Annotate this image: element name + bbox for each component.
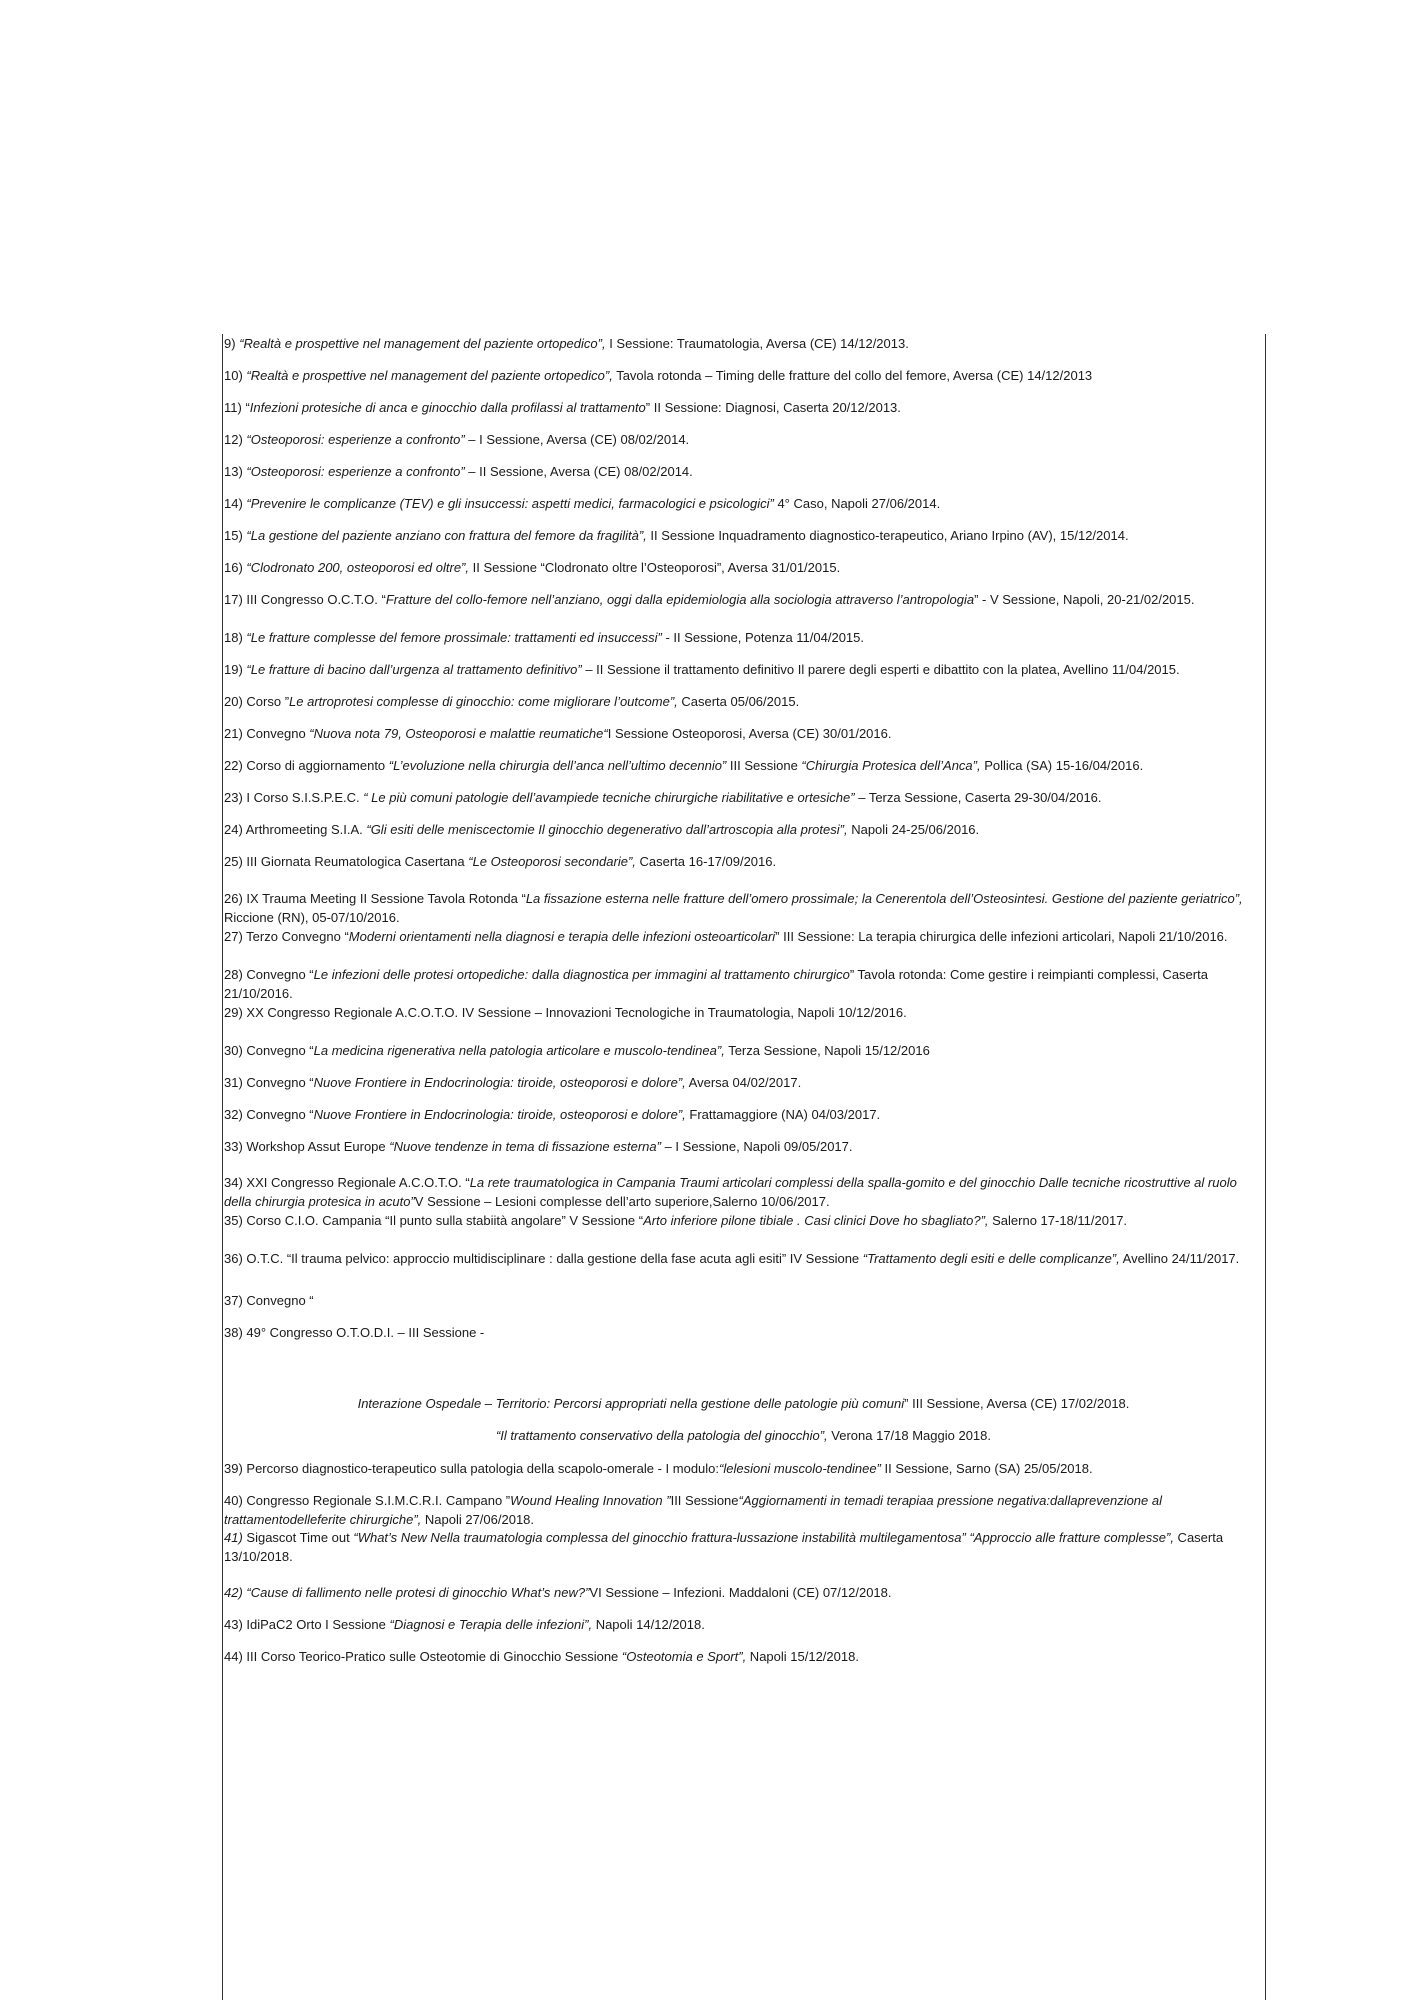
item-text: I Sessione Osteoporosi, Aversa (CE) 30/01/2016. bbox=[607, 726, 892, 741]
item-number: 35) bbox=[224, 1213, 243, 1228]
item-number: 15) bbox=[224, 528, 243, 543]
list-item bbox=[224, 628, 1264, 647]
item-text: II Sessione “Clodronato oltre l’Osteoporosi”, Aversa 31/01/2015. bbox=[469, 560, 841, 575]
item-text: Riccione (RN), 05-07/10/2016. bbox=[224, 910, 400, 925]
item-title: Nuove Frontiere in Endocrinologia: tiroide, osteoporosi e dolore”, bbox=[313, 1107, 686, 1122]
item-title: “Clodronato 200, osteoporosi ed oltre”, bbox=[246, 560, 469, 575]
item-text: Avellino 24/11/2017. bbox=[1119, 1251, 1240, 1266]
item-text: IdiPaC2 Orto I Sessione bbox=[242, 1617, 390, 1632]
item-text: III Sessione bbox=[726, 758, 802, 773]
item-text: Aversa 04/02/2017. bbox=[685, 1075, 802, 1090]
item-title: “Aggiornamenti in temadi terapiaa pressione negativa:dallaprevenzione al trattamentodelleferite chirurgiche”, bbox=[224, 1493, 1162, 1527]
item-number: 17) bbox=[224, 592, 243, 607]
item-title: “lelesioni muscolo-tendinee” bbox=[719, 1461, 881, 1476]
item-title: “Cause di fallimento nelle protesi di ginocchio What’s new?” bbox=[246, 1585, 590, 1600]
item-number: 41) bbox=[224, 1530, 243, 1545]
item-text: Caserta 13/10/2018. bbox=[224, 1530, 1224, 1564]
list-item bbox=[224, 1528, 1264, 1566]
item-number: 22) bbox=[224, 758, 243, 773]
item-text: Salerno 17-18/11/2017. bbox=[988, 1213, 1128, 1228]
list-item bbox=[224, 1647, 1264, 1666]
item-title: “Gli esiti delle meniscectomie Il ginocchio degenerativo dall’artroscopia alla protesi”, bbox=[366, 822, 848, 837]
list-item bbox=[224, 724, 1264, 743]
item-title: Moderni orientamenti nella diagnosi e terapia delle infezioni osteoarticolari bbox=[348, 929, 776, 944]
item-text: Tavola rotonda – Timing delle fratture del collo del femore, Aversa (CE) 14/12/2013 bbox=[612, 368, 1093, 383]
item-text: Terza Sessione, Napoli 15/12/2016 bbox=[724, 1043, 930, 1058]
list-item bbox=[224, 1105, 1264, 1124]
item-text: Napoli 14/12/2018. bbox=[592, 1617, 705, 1632]
item-number: 9) bbox=[224, 336, 236, 351]
item-number: 23) bbox=[224, 790, 243, 805]
item-number: 39) bbox=[224, 1461, 243, 1476]
list-item bbox=[224, 1249, 1264, 1268]
item-number: 12) bbox=[224, 432, 243, 447]
item-text: ” II Sessione: Diagnosi, Caserta 20/12/2013. bbox=[645, 400, 901, 415]
item-text: Convegno “ bbox=[242, 1075, 314, 1090]
list-item bbox=[224, 1041, 1264, 1060]
item-text: - II Sessione, Potenza 11/04/2015. bbox=[661, 630, 864, 645]
item-text: O.T.C. “Il trauma pelvico: approccio multidisciplinare : dalla gestione della fase acuta agli esiti” IV Sessione bbox=[242, 1251, 863, 1266]
item-title: Le artroprotesi complesse di ginocchio: come migliorare l’outcome”, bbox=[289, 694, 678, 709]
item-text: Caserta 05/06/2015. bbox=[677, 694, 800, 709]
item-text: II Sessione, Sarno (SA) 25/05/2018. bbox=[880, 1461, 1093, 1476]
list-item bbox=[224, 1137, 1264, 1156]
list-item bbox=[224, 1459, 1264, 1478]
item-title: “Le fratture di bacino dall’urgenza al trattamento definitivo” bbox=[246, 662, 582, 677]
item-title: “Le Osteoporosi secondarie”, bbox=[468, 854, 636, 869]
item-title: “La gestione del paziente anziano con frattura del femore da fragilità”, bbox=[246, 528, 647, 543]
item-title: “L’evoluzione nella chirurgia dell’anca nell’ultimo decennio” bbox=[388, 758, 727, 773]
item-number: 37) bbox=[224, 1293, 243, 1308]
item-text: Frattamaggiore (NA) 04/03/2017. bbox=[685, 1107, 881, 1122]
list-item bbox=[224, 526, 1264, 545]
item-text: 4° Caso, Napoli 27/06/2014. bbox=[773, 496, 941, 511]
item-number: 42) bbox=[224, 1585, 243, 1600]
item-number: 19) bbox=[224, 662, 243, 677]
item-text: Verona 17/18 Maggio 2018. bbox=[827, 1428, 992, 1443]
list-item bbox=[224, 590, 1264, 609]
list-item bbox=[224, 1615, 1264, 1634]
item-text: Caserta 16-17/09/2016. bbox=[635, 854, 777, 869]
centered-entry bbox=[222, 1426, 1265, 1445]
item-number: 13) bbox=[224, 464, 243, 479]
item-number: 38) bbox=[224, 1325, 243, 1340]
item-title: Fratture del collo-femore nell’anziano, oggi dalla epidemiologia alla sociologia attraverso l’antropologia bbox=[385, 592, 975, 607]
item-number: 29) bbox=[224, 1005, 243, 1020]
list-item bbox=[224, 820, 1264, 839]
item-title: “ Le più comuni patologie dell’avampiede tecniche chirurgiche riabilitative e ortesiche” bbox=[363, 790, 855, 805]
item-text: ” III Sessione: La terapia chirurgica delle infezioni articolari, Napoli 21/10/2016. bbox=[775, 929, 1228, 944]
item-title: “Realtà e prospettive nel management del paziente ortopedico”, bbox=[239, 336, 606, 351]
item-title: “Prevenire le complicanze (TEV) e gli insuccessi: aspetti medici, farmacologici e psicologici” bbox=[246, 496, 774, 511]
list-item bbox=[224, 1073, 1264, 1092]
item-text: – Terza Sessione, Caserta 29-30/04/2016. bbox=[854, 790, 1102, 805]
item-text: Convegno bbox=[242, 726, 310, 741]
item-title: “Diagnosi e Terapia delle infezioni”, bbox=[389, 1617, 593, 1632]
item-number: 40) bbox=[224, 1493, 243, 1508]
item-number: 32) bbox=[224, 1107, 243, 1122]
item-title: “Osteoporosi: esperienze a confronto” bbox=[246, 432, 465, 447]
list-item bbox=[224, 462, 1264, 481]
list-item bbox=[224, 1583, 1264, 1602]
item-text: Convegno “ bbox=[242, 1107, 314, 1122]
item-title: “Osteoporosi: esperienze a confronto” bbox=[246, 464, 465, 479]
item-text: Sigascot Time out bbox=[242, 1530, 354, 1545]
item-number: 27) bbox=[224, 929, 243, 944]
item-text: Napoli 15/12/2018. bbox=[746, 1649, 859, 1664]
item-number: 11) bbox=[224, 400, 242, 415]
item-title: La medicina rigenerativa nella patologia articolare e muscolo-tendinea”, bbox=[313, 1043, 725, 1058]
item-number: 33) bbox=[224, 1139, 243, 1154]
item-title: Le infezioni delle protesi ortopediche: dalla diagnostica per immagini al trattamento chirurgico bbox=[313, 967, 850, 982]
list-item bbox=[224, 366, 1264, 385]
item-text: ” - V Sessione, Napoli, 20-21/02/2015. bbox=[974, 592, 1195, 607]
item-title: La rete traumatologica in Campania Traumi articolari complessi della spalla-gomito e del ginocchio Dalle tecniche ricostruttive al ruolo della chirurgia protesica in acuto” bbox=[224, 1175, 1237, 1209]
item-text: ” Tavola rotonda: Come gestire i reimpianti complessi, Caserta 21/10/2016. bbox=[224, 967, 1208, 1001]
item-text: Pollica (SA) 15-16/04/2016. bbox=[980, 758, 1144, 773]
item-text: XX Congresso Regionale A.C.O.T.O. IV Sessione – Innovazioni Tecnologiche in Traumatologia, Napoli 10/12/2016. bbox=[242, 1005, 907, 1020]
list-item bbox=[224, 398, 1264, 417]
item-title: “Nuove tendenze in tema di fissazione esterna” bbox=[389, 1139, 661, 1154]
item-title: La fissazione esterna nelle fratture dell’omero prossimale; la Cenerentola dell’Osteosintesi. Gestione del paziente geriatrico”, bbox=[525, 891, 1243, 906]
list-item bbox=[224, 927, 1264, 946]
item-text: Terzo Convegno “ bbox=[242, 929, 349, 944]
item-text: Convegno “ bbox=[242, 1293, 314, 1308]
list-item bbox=[224, 430, 1264, 449]
item-title: “Chirurgia Protesica dell’Anca”, bbox=[801, 758, 981, 773]
item-text: Napoli 24-25/06/2016. bbox=[847, 822, 980, 837]
item-number: 21) bbox=[224, 726, 243, 741]
item-text: VI Sessione – Infezioni. Maddaloni (CE) 07/12/2018. bbox=[589, 1585, 892, 1600]
item-title: “Il trattamento conservativo della patologia del ginocchio”, bbox=[495, 1428, 828, 1443]
item-title: “What’s New Nella traumatologia complessa del ginocchio frattura-lussazione instabilità multilegamentosa” “Approccio alle fratture complesse”, bbox=[353, 1530, 1174, 1545]
item-text: Napoli 27/06/2018. bbox=[421, 1512, 535, 1527]
table-left-border bbox=[222, 334, 223, 2000]
item-text: 49° Congresso O.T.O.D.I. – III Sessione - bbox=[242, 1325, 485, 1340]
item-number: 30) bbox=[224, 1043, 243, 1058]
item-number: 28) bbox=[224, 967, 243, 982]
item-text: – I Sessione, Aversa (CE) 08/02/2014. bbox=[464, 432, 690, 447]
item-text: – II Sessione, Aversa (CE) 08/02/2014. bbox=[464, 464, 693, 479]
list-item bbox=[224, 660, 1264, 679]
item-title: “Trattamento degli esiti e delle complicanze”, bbox=[862, 1251, 1120, 1266]
list-item bbox=[224, 1003, 1264, 1022]
item-title: “Osteotomia e Sport”, bbox=[621, 1649, 747, 1664]
list-item bbox=[224, 558, 1264, 577]
item-text: “ bbox=[241, 400, 250, 415]
item-title: “Realtà e prospettive nel management del paziente ortopedico”, bbox=[246, 368, 613, 383]
list-item bbox=[224, 756, 1264, 775]
item-number: 24) bbox=[224, 822, 243, 837]
item-number: 44) bbox=[224, 1649, 243, 1664]
list-item bbox=[224, 852, 1264, 871]
item-title: “Le fratture complesse del femore prossimale: trattamenti ed insuccessi” bbox=[246, 630, 662, 645]
item-text: III Sessione bbox=[670, 1493, 739, 1508]
list-item bbox=[224, 494, 1264, 513]
item-number: 20) bbox=[224, 694, 243, 709]
item-number: 10) bbox=[224, 368, 243, 383]
item-text: Convegno “ bbox=[242, 967, 314, 982]
centered-entry bbox=[222, 1394, 1265, 1413]
item-title: Interazione Ospedale – Territorio: Percorsi appropriati nella gestione delle patologie più comuni bbox=[357, 1396, 905, 1411]
item-text: II Sessione Inquadramento diagnostico-terapeutico, Ariano Irpino (AV), 15/12/2014. bbox=[646, 528, 1129, 543]
item-text: Corso ” bbox=[242, 694, 290, 709]
item-text: III Corso Teorico-Pratico sulle Osteotomie di Ginocchio Sessione bbox=[242, 1649, 622, 1664]
item-title: Infezioni protesiche di anca e ginocchio dalla profilassi al trattamento bbox=[249, 400, 646, 415]
list-item bbox=[224, 1173, 1264, 1211]
list-item bbox=[224, 788, 1264, 807]
item-text: I Corso S.I.S.P.E.C. bbox=[242, 790, 364, 805]
item-text: – II Sessione il trattamento definitivo Il parere degli esperti e dibattito con la platea, Avellino 11/04/2015. bbox=[581, 662, 1180, 677]
item-number: 36) bbox=[224, 1251, 243, 1266]
item-text: Corso C.I.O. Campania “Il punto sulla stabiità angolare” V Sessione “ bbox=[242, 1213, 644, 1228]
item-text: V Sessione – Lesioni complesse dell’arto superiore,Salerno 10/06/2017. bbox=[414, 1194, 830, 1209]
list-item bbox=[224, 965, 1264, 1003]
item-text: III Congresso O.C.T.O. “ bbox=[242, 592, 386, 607]
item-text: III Giornata Reumatologica Casertana bbox=[242, 854, 469, 869]
item-title: “Nuova nota 79, Osteoporosi e malattie reumatiche“ bbox=[309, 726, 608, 741]
item-text: ” III Sessione, Aversa (CE) 17/02/2018. bbox=[904, 1396, 1130, 1411]
list-item bbox=[224, 1291, 1264, 1310]
item-number: 16) bbox=[224, 560, 243, 575]
item-text: IX Trauma Meeting II Sessione Tavola Rotonda “ bbox=[242, 891, 526, 906]
list-item bbox=[224, 692, 1264, 711]
item-text: XXI Congresso Regionale A.C.O.T.O. “ bbox=[242, 1175, 470, 1190]
item-number: 14) bbox=[224, 496, 243, 511]
item-text: – I Sessione, Napoli 09/05/2017. bbox=[660, 1139, 853, 1154]
list-item bbox=[224, 1491, 1264, 1529]
item-number: 26) bbox=[224, 891, 243, 906]
item-text: Corso di aggiornamento bbox=[242, 758, 389, 773]
item-text: Congresso Regionale S.I.M.C.R.I. Campano ” bbox=[242, 1493, 511, 1508]
item-title: Arto inferiore pilone tibiale . Casi clinici Dove ho sbagliato?”, bbox=[643, 1213, 989, 1228]
item-title: Wound Healing Innovation ” bbox=[510, 1493, 671, 1508]
table-right-border bbox=[1265, 334, 1266, 2000]
item-text: Percorso diagnostico-terapeutico sulla patologia della scapolo-omerale - I modulo: bbox=[242, 1461, 720, 1476]
item-number: 31) bbox=[224, 1075, 243, 1090]
item-number: 25) bbox=[224, 854, 243, 869]
item-text: Convegno “ bbox=[242, 1043, 314, 1058]
item-number: 18) bbox=[224, 630, 243, 645]
item-number: 43) bbox=[224, 1617, 243, 1632]
list-item bbox=[224, 1211, 1264, 1230]
list-item bbox=[224, 334, 1264, 353]
item-number: 34) bbox=[224, 1175, 243, 1190]
item-title: Nuove Frontiere in Endocrinologia: tiroide, osteoporosi e dolore”, bbox=[313, 1075, 686, 1090]
list-item bbox=[224, 1323, 1264, 1342]
item-text: Arthromeeting S.I.A. bbox=[242, 822, 367, 837]
item-text: Workshop Assut Europe bbox=[242, 1139, 390, 1154]
item-text: I Sessione: Traumatologia, Aversa (CE) 14/12/2013. bbox=[605, 336, 909, 351]
list-item bbox=[224, 889, 1264, 927]
